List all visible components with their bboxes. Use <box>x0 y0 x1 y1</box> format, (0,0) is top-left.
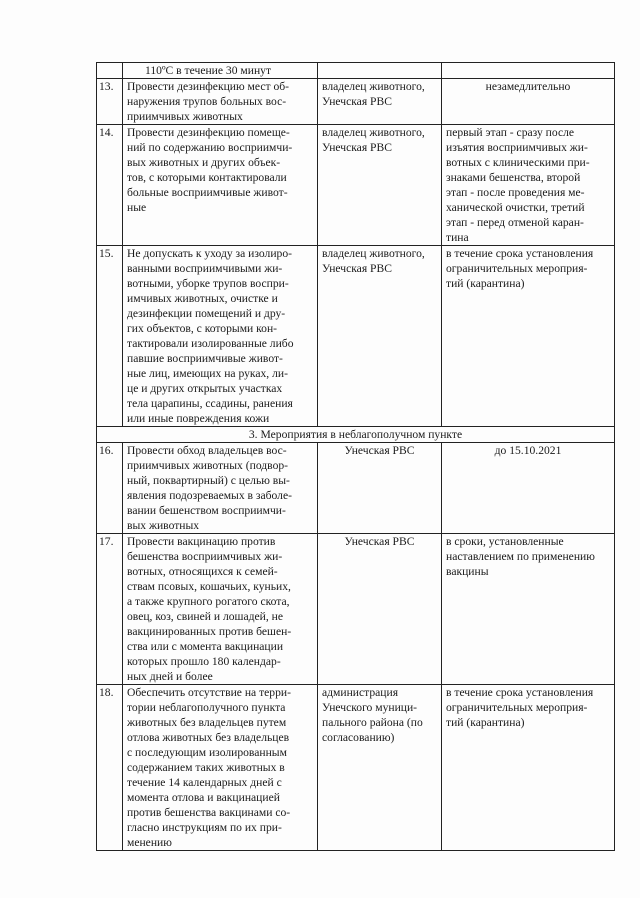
table-row-18 <box>97 685 615 851</box>
action-cell: Провести вакцинацию против бешенства восприимчивых жи- вотных, относящихся к семей- ствам псовых, кошачьих, куньих, а также крупного рогатого скота, овец, коз, свиней и лошадей, не вакцинированных против бешен- ства или с момента вакцинации которых прошло 180 календар- ных дней и более <box>123 534 318 685</box>
section-header-row <box>97 427 615 443</box>
deadline-cell: до 15.10.2021 <box>442 443 615 534</box>
deadline-cell: в течение срока установления ограничительных мероприя- тий (карантина) <box>442 685 615 851</box>
table-row-15 <box>97 246 615 427</box>
table-row-13 <box>97 79 615 125</box>
responsible-cell <box>318 63 442 79</box>
row-number-cell <box>97 63 123 79</box>
action-cell: 110ºС в течение 30 минут <box>123 63 318 79</box>
table-row-16 <box>97 443 615 534</box>
action-cell: Провести обход владельцев вос- приимчивых животных (подвор- ный, поквартирный) с целью вы- явления подозреваемых в заболе- вании бешенством восприимчи- вых животных <box>123 443 318 534</box>
action-cell: Обеспечить отсутствие на терри- тории неблагополучного пункта животных без владельцев путем отлова животных без владельцев с последующим изолированным содержанием таких животных в течение 14 календарных дней с момента отлова и вакцинацией против бешенства вакцинами со- гласно инструкциям по их при- менению <box>123 685 318 851</box>
responsible-cell: владелец животного, Унечская РВС <box>318 246 442 427</box>
responsible-cell: администрация Унечского муници- пального района (по согласованию) <box>318 685 442 851</box>
deadline-cell: в сроки, установленные наставлением по применению вакцины <box>442 534 615 685</box>
responsible-cell: Унечская РВС <box>318 534 442 685</box>
action-cell: Провести дезинфекцию помеще- ний по содержанию восприимчи- вых животных и других объек- тов, с которыми контактировали больные восприимчивые живот- ные <box>123 125 318 246</box>
deadline-cell: незамедлительно <box>442 79 615 125</box>
table-row-14 <box>97 125 615 246</box>
responsible-cell: Унечская РВС <box>318 443 442 534</box>
row-number-cell: 16. <box>97 443 123 534</box>
deadline-cell: в течение срока установления ограничительных мероприя- тий (карантина) <box>442 246 615 427</box>
action-cell: Не допускать к уходу за изолиро- ванными восприимчивыми жи- вотными, уборке трупов воспри- имчивых животных, очистке и дезинфекции помещений и дру- гих объектов, с которыми кон- тактировали изолированные либо павшие восприимчивые живот- ные лиц, имеющих на руках, ли- це и других открытых участках тела царапины, ссадины, ранения или иные повреждения кожи <box>123 246 318 427</box>
deadline-cell: первый этап - сразу после изъятия восприимчивых жи- вотных с клиническими при- знаками бешенства, второй этап - после проведения ме- ханической очистки, третий этап - перед отменой каран- тина <box>442 125 615 246</box>
table-row-17 <box>97 534 615 685</box>
table-row-continuation <box>97 63 615 79</box>
section-title: 3. Мероприятия в неблагополучном пункте <box>97 427 615 443</box>
row-number-cell: 13. <box>97 79 123 125</box>
measures-table <box>96 62 615 851</box>
row-number-cell: 18. <box>97 685 123 851</box>
action-cell: Провести дезинфекцию мест об- наружения трупов больных вос- приимчивых животных <box>123 79 318 125</box>
row-number-cell: 14. <box>97 125 123 246</box>
row-number-cell: 15. <box>97 246 123 427</box>
responsible-cell: владелец животного, Унечская РВС <box>318 79 442 125</box>
responsible-cell: владелец животного, Унечская РВС <box>318 125 442 246</box>
row-number-cell: 17. <box>97 534 123 685</box>
deadline-cell <box>442 63 615 79</box>
